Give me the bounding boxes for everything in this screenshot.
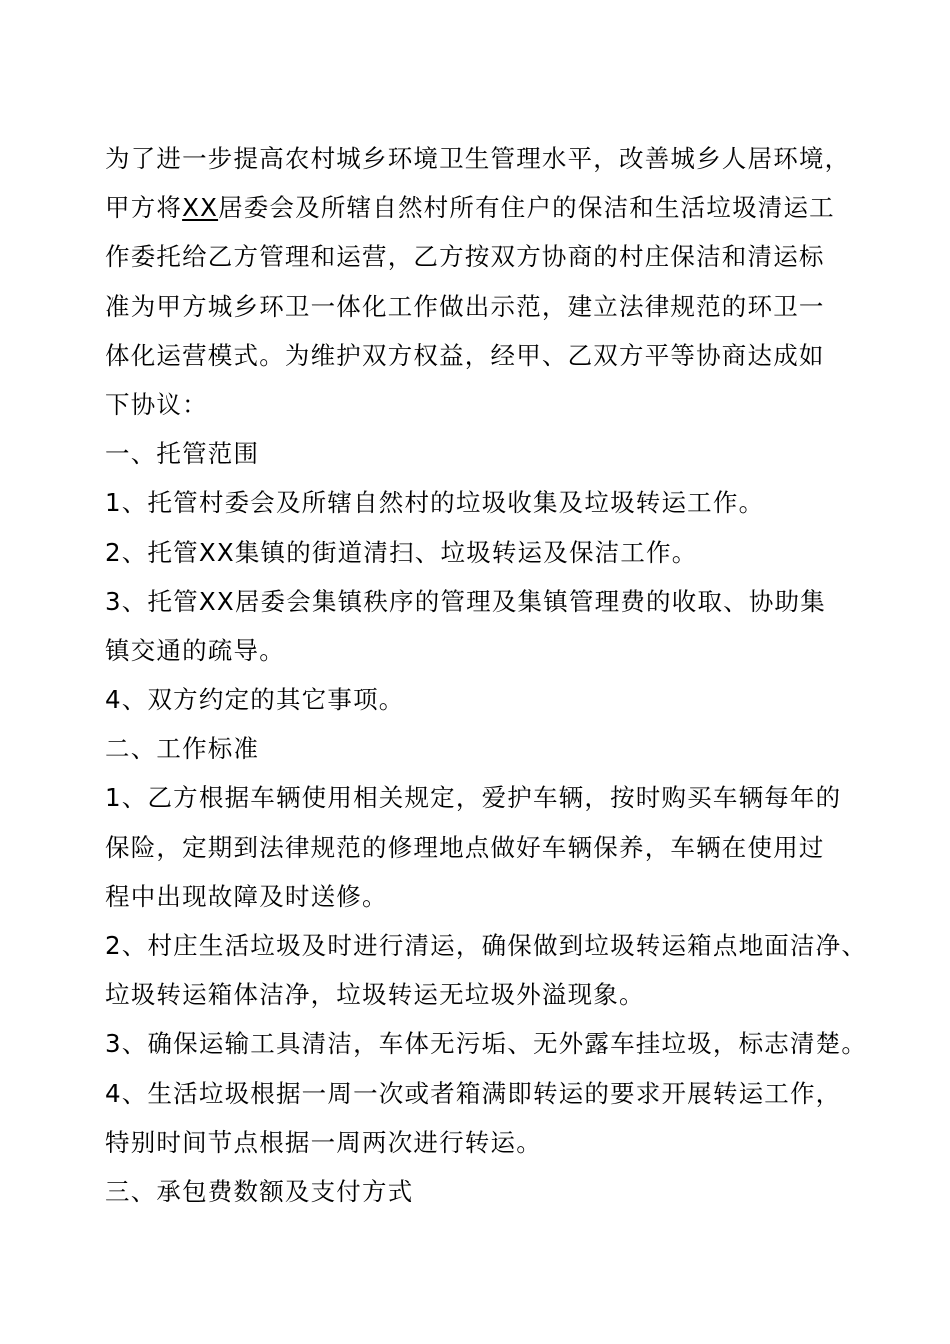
text-line: 1、乙方根据车辆使用相关规定，爱护车辆，按时购买车辆每年的 [105,783,842,813]
text-line: 二、工作标准 [105,734,260,764]
text-line: 4、生活垃圾根据一周一次或者箱满即转运的要求开展转运工作， [105,1078,842,1108]
text-line: 下协议： [105,389,208,419]
text-line: 一、托管范围 [105,439,260,469]
text-line: 程中出现故障及时送修。 [105,881,388,911]
text-line: 三、承包费数额及支付方式 [105,1176,414,1206]
text-line: 体化运营模式。为维护双方权益，经甲、乙双方平等协商达成如 [105,340,825,370]
text-line: 为了进一步提高农村城乡环境卫生管理水平，改善城乡人居环境， [105,144,851,173]
text-line: 2、托管XX集镇的街道清扫、垃圾转运及保洁工作。 [105,537,698,567]
underlined-text: XX [182,193,219,223]
text-segment: 甲方将 [105,193,183,223]
text-line: 准为甲方城乡环卫一体化工作做出示范，建立法律规范的环卫一 [105,291,825,321]
text-segment: 居委会及所辖自然村所有住户的保洁和生活垃圾清运工 [218,193,835,223]
text-line: 3、托管XX居委会集镇秩序的管理及集镇管理费的收取、协助集 [105,586,826,616]
text-line [105,183,850,232]
text-line: 作委托给乙方管理和运营，乙方按双方协商的村庄保洁和清运标 [105,242,825,272]
text-line: 3、确保运输工具清洁，车体无污垢、无外露车挂垃圾，标志清楚。 [105,1029,868,1059]
text-line: 保险，定期到法律规范的修理地点做好车辆保养，车辆在使用过 [105,832,825,862]
text-line: 2、村庄生活垃圾及时进行清运，确保做到垃圾转运箱点地面洁净、 [105,931,868,960]
text-line: 特别时间节点根据一周两次进行转运。 [105,1127,542,1157]
text-line: 1、托管村委会及所辖自然村的垃圾收集及垃圾转运工作。 [105,488,765,518]
text-line: 镇交通的疏导。 [105,635,285,665]
document-body [105,134,868,1216]
text-line: 4、双方约定的其它事项。 [105,685,405,715]
text-line: 垃圾转运箱体洁净，垃圾转运无垃圾外溢现象。 [105,980,645,1010]
